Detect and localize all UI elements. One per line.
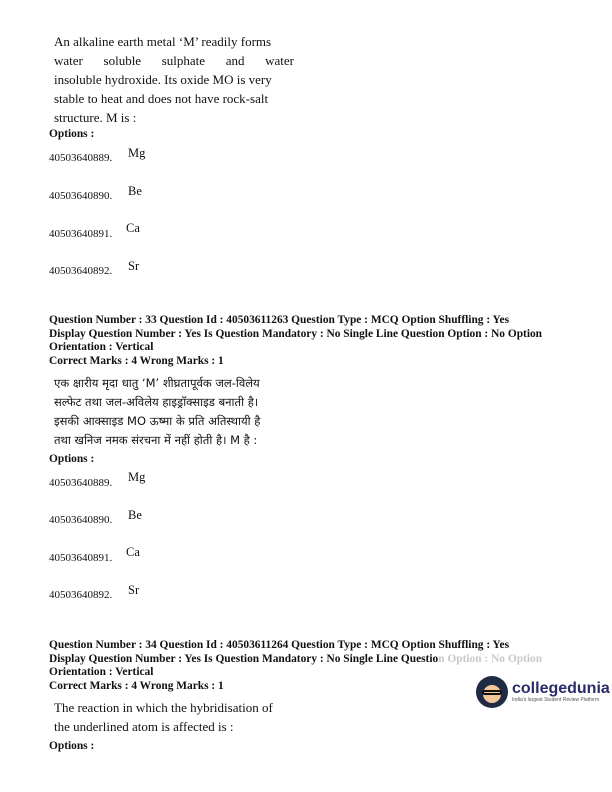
collegedunia-watermark <box>476 676 610 708</box>
q32-line: insoluble hydroxide. Its oxide MO is very <box>54 72 272 87</box>
q32-option-id: 40503640892. <box>49 265 113 277</box>
q33-header-line: Orientation : Vertical <box>49 341 154 353</box>
q32-option-value: Sr <box>128 259 140 273</box>
q32-option-id: 40503640889. <box>49 152 113 164</box>
q32-line: An alkaline earth metal ‘M’ readily forms <box>54 34 272 49</box>
q32-option-value: Ca <box>126 221 140 235</box>
q32-line: water soluble sulphate and water <box>54 53 294 68</box>
q33-line: इसकी आक्साइड MO ऊष्मा के प्रति अतिस्थायी है <box>54 414 261 428</box>
q32-options-label: Options : <box>49 128 95 140</box>
q33-question-text <box>54 374 260 450</box>
q34-options-label: Options : <box>49 740 95 752</box>
q32-option-value: Mg <box>128 146 146 160</box>
q33-option-value: Ca <box>126 545 140 559</box>
q34-header-line: Question Number : 34 Question Id : 40503611264 Question Type : MCQ Option Shuffling : Yes <box>49 639 509 651</box>
q33-option-id: 40503640892. <box>49 589 113 601</box>
q32-option-id: 40503640890. <box>49 190 113 202</box>
q33-option-id: 40503640891. <box>49 552 113 564</box>
q34-header-line <box>49 653 542 667</box>
q33-header <box>49 314 542 368</box>
q34-header <box>49 639 542 693</box>
logo-name: collegedunia <box>512 680 610 697</box>
mascot-icon <box>476 676 508 708</box>
q34-header-faded-text: n Option : No Option <box>438 652 543 665</box>
q33-header-line: Correct Marks : 4 Wrong Marks : 1 <box>49 354 224 367</box>
q33-header-line: Question Number : 33 Question Id : 40503611263 Question Type : MCQ Option Shuffling : Yes <box>49 314 509 326</box>
q34-header-line: Orientation : Vertical <box>49 666 154 678</box>
q32-line: structure. M is : <box>54 110 137 125</box>
q33-option-id: 40503640889. <box>49 477 113 489</box>
q34-line: The reaction in which the hybridisation of <box>54 700 273 715</box>
q34-header-text: Display Question Number : Yes Is Question Mandatory : No Single Line Questio <box>49 652 439 665</box>
q34-line: the underlined atom is affected is : <box>54 719 234 734</box>
q33-header-line: Display Question Number : Yes Is Question Mandatory : No Single Line Question Option : No Option <box>49 327 543 340</box>
q33-option-value: Sr <box>128 583 140 597</box>
q33-line: एक क्षारीय मृदा धातु ‘M’ शीघ्रतापूर्वक जल-विलेय <box>54 376 260 390</box>
q33-option-id: 40503640890. <box>49 514 113 526</box>
q34-question-text <box>54 698 273 736</box>
q33-line: सल्फेट तथा जल-अविलेय हाइड्रॉक्साइड बनाती है। <box>54 395 259 409</box>
q32-option-value: Be <box>128 184 142 198</box>
q33-option-value: Mg <box>128 470 146 484</box>
q32-line: stable to heat and does not have rock-salt <box>54 91 269 106</box>
q33-line: तथा खनिज नमक संरचना में नहीं होती है। M है : <box>54 433 258 447</box>
q32-option-id: 40503640891. <box>49 228 113 240</box>
q32-question-text <box>54 32 294 127</box>
logo-tagline: India's largest Student Review Platform <box>512 697 600 703</box>
q33-options-label: Options : <box>49 453 95 465</box>
q33-option-value: Be <box>128 508 142 522</box>
q34-header-line: Correct Marks : 4 Wrong Marks : 1 <box>49 679 224 692</box>
